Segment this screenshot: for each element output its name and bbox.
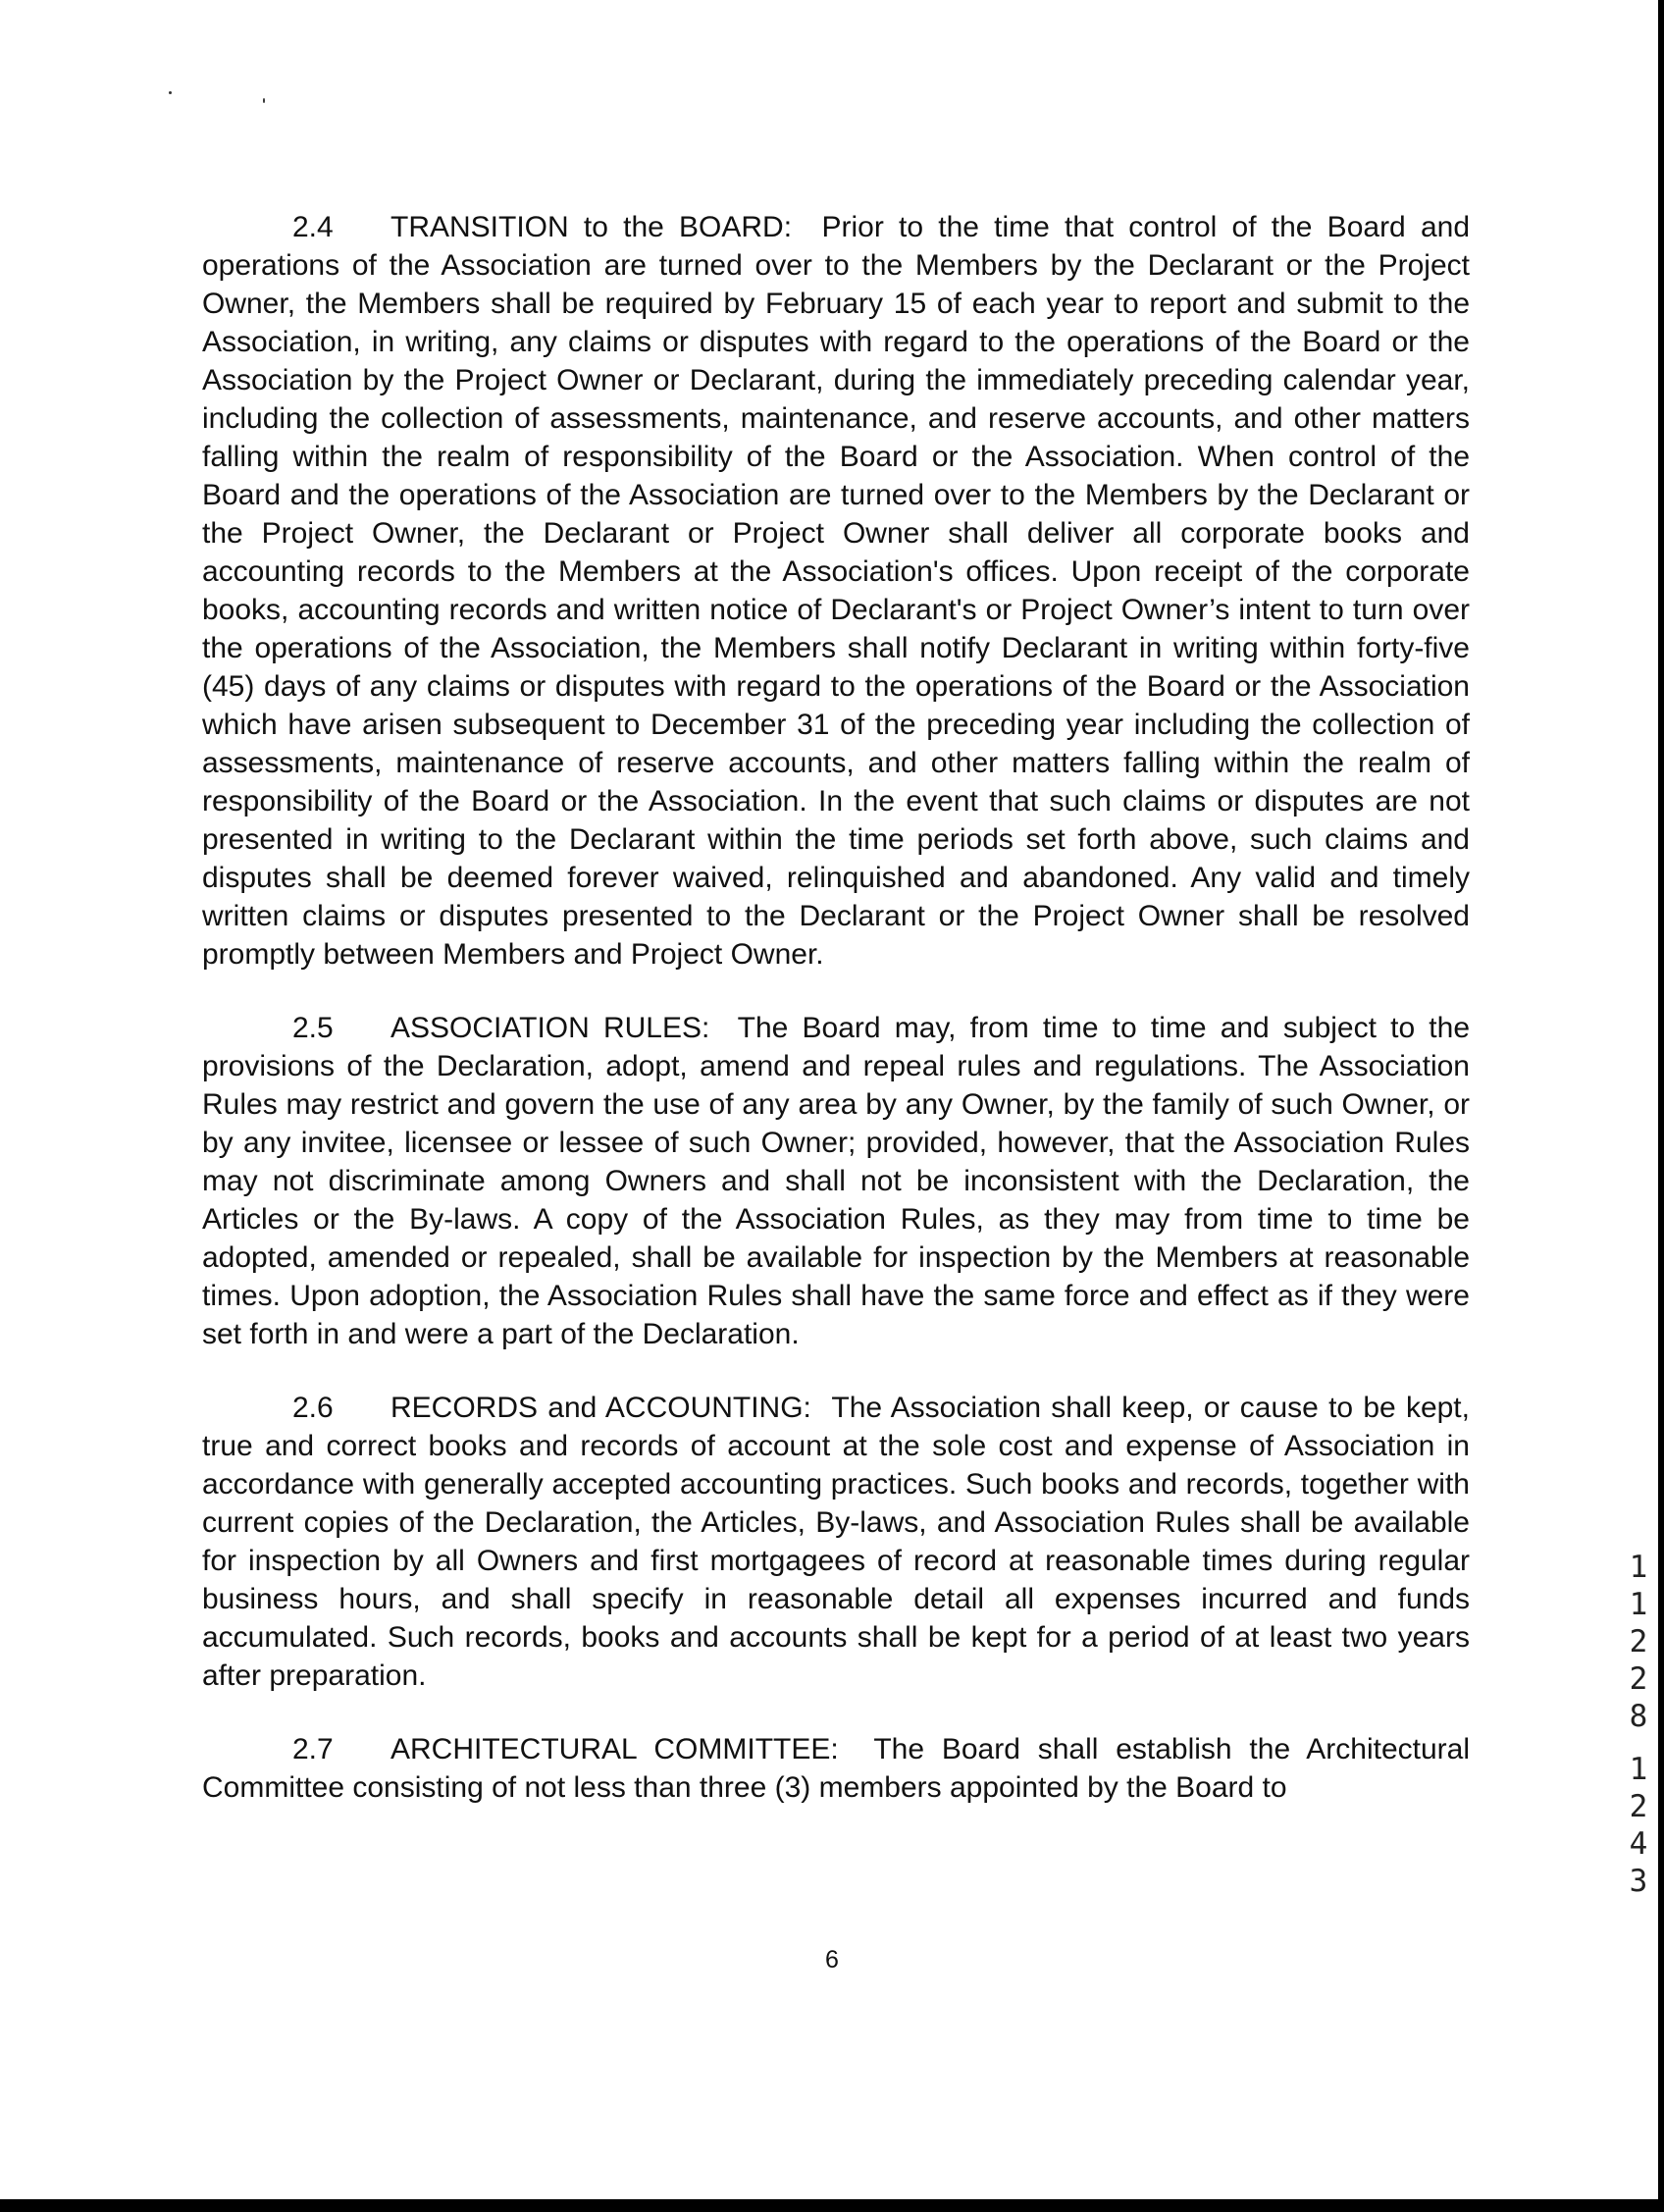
margin-stamp-top — [1624, 1549, 1653, 1735]
section-heading: TRANSITION to the BOARD: — [390, 211, 793, 243]
stamp-digit: 1 — [1629, 1752, 1648, 1787]
section-number: 2.7 — [292, 1733, 334, 1765]
stamp-digit: 1 — [1629, 1550, 1648, 1585]
stamp-digit: 3 — [1629, 1864, 1648, 1899]
scan-border-bottom — [0, 2199, 1664, 2212]
section-2-7 — [202, 1730, 1470, 1807]
stamp-digit: 2 — [1629, 1661, 1648, 1697]
section-text: The Association shall keep, or cause to be kept, true and correct books and records of account at the sole cost and expense of Association in accordance with generally accepted accounting practices. Such books and records, together with current copies of the Declaration, the Articles, By-laws, and Association Rules shall be available for inspection by all Owners and first mortgagees of record at reasonable times during regular business hours, and shall specify in reasonable detail all expenses incurred and funds accumulated. Such records, books and accounts shall be kept for a period of at least two years after preparation. — [202, 1392, 1470, 1692]
stamp-digit: 2 — [1629, 1624, 1648, 1659]
stamp-digit: 8 — [1629, 1699, 1648, 1734]
page-number: 6 — [825, 1946, 839, 1974]
scan-speck — [169, 91, 172, 94]
section-text: The Board shall establish the Architectural Committee consisting of not less than three (3) members appointed by the Board to — [202, 1733, 1471, 1804]
section-number: 2.6 — [292, 1392, 334, 1424]
section-2-5 — [202, 1009, 1470, 1353]
section-number: 2.5 — [292, 1012, 334, 1044]
section-2-6 — [202, 1389, 1470, 1695]
stamp-digit: 2 — [1629, 1789, 1648, 1824]
scan-border-right — [1658, 0, 1664, 2212]
section-text: The Board may, from time to time and subject to the provisions of the Declaration, adopt, amend and repeal rules and regulations. The Association Rules may restrict and govern the use of any area by any Owner, by the family of such Owner, or by any invitee, licensee or lessee of such Owner; provided, however, that the Association Rules may not discriminate among Owners and shall not be inconsistent with the Declaration, the Articles or the By-laws. A copy of the Association Rules, as they may from time to time be adopted, amended or repealed, shall be available for inspection by the Members at reasonable times. Upon adoption, the Association Rules shall have the same force and effect as if they were set forth in and were a part of the Declaration. — [202, 1012, 1470, 1350]
section-2-4 — [202, 208, 1470, 974]
section-heading: ARCHITECTURAL COMMITTEE: — [390, 1733, 839, 1765]
section-heading: RECORDS and ACCOUNTING: — [390, 1392, 811, 1424]
stamp-digit: 4 — [1629, 1826, 1648, 1862]
section-heading: ASSOCIATION RULES: — [390, 1012, 710, 1044]
margin-stamp-bottom — [1624, 1751, 1653, 1900]
section-number: 2.4 — [292, 211, 334, 243]
scan-speck — [263, 98, 265, 103]
stamp-digit: 1 — [1629, 1587, 1648, 1622]
document-body — [202, 208, 1470, 1842]
section-text: Prior to the time that control of the Board and operations of the Association are turned over to the Members by the Declarant or the Project Owner, the Members shall be required by February 15 of each year to report and submit to the Association, in writing, any claims or disputes with regard to the operations of the Board or the Association by the Project Owner or Declarant, during the immediately preceding calendar year, including the collection of assessments, maintenance, and reserve accounts, and other matters falling within the realm of responsibility of the Board or the Association. When control of the Board and the operations of the Association are turned over to the Members by the Declarant or the Project Owner, the Declarant or Project Owner shall deliver all corporate books and accounting records to the Members at the Association's offices. Upon receipt of the corporate books, accounting records and written notice of Declarant's or Project Owner’s intent to turn over the operations of the Association, the Members shall notify Declarant in writing within forty-five (45) days of any claims or disputes with regard to the operations of the Board or the Association which have arisen subsequent to December 31 of the preceding year including the collection of assessments, maintenance of reserve accounts, and other matters falling within the realm of responsibility of the Board or the Association. In the event that such claims or disputes are not presented in writing to the Declarant within the time periods set forth above, such claims and disputes shall be deemed forever waived, relinquished and abandoned. Any valid and timely written claims or disputes presented to the Declarant or the Project Owner shall be resolved promptly between Members and Project Owner. — [202, 211, 1471, 971]
